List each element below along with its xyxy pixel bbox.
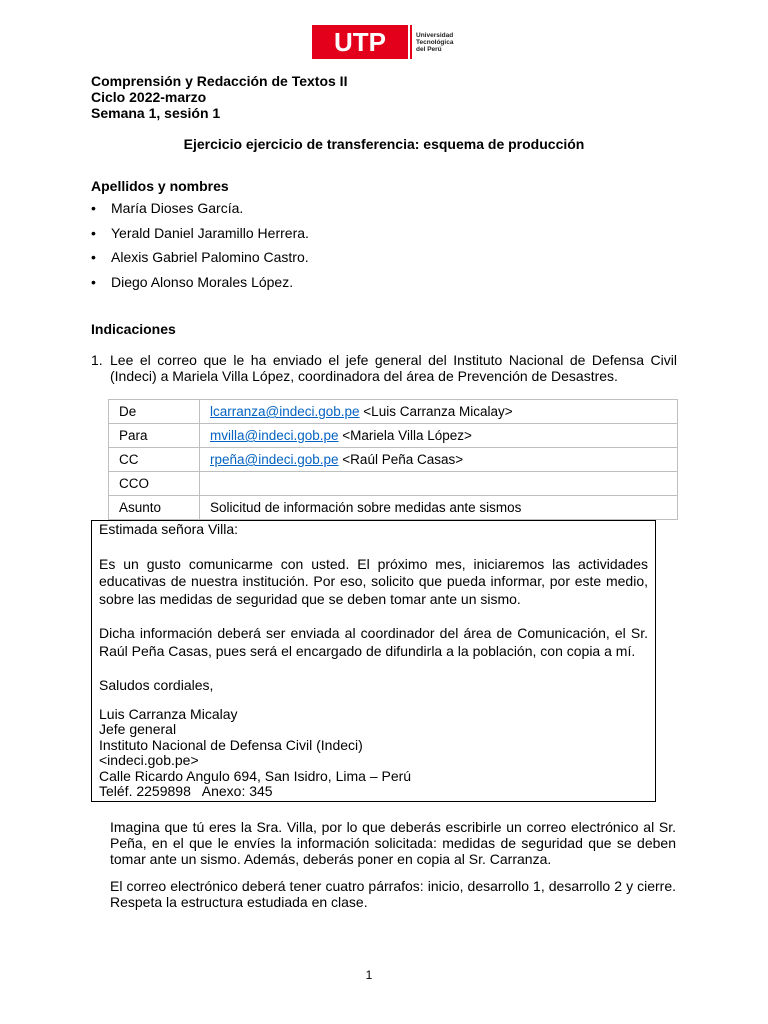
table-row bbox=[109, 496, 678, 520]
signature bbox=[99, 707, 648, 800]
cycle-label: Ciclo 2022-marzo bbox=[91, 89, 207, 105]
email-header-table bbox=[108, 399, 678, 520]
letter-paragraph-2: Dicha información deberá ser enviada al coordinador del área de Comunicación, el Sr. Raúl Peña Casas, pues será el encargado de difundirla a la población, con copia a mí. bbox=[99, 625, 648, 659]
indication-item bbox=[91, 352, 677, 384]
logo-name-line2: Tecnológica bbox=[416, 38, 454, 46]
cc-value bbox=[200, 448, 678, 472]
to-name: <Mariela Villa López> bbox=[338, 428, 472, 443]
student-name: María Dioses García. bbox=[111, 200, 244, 216]
list-item bbox=[91, 249, 309, 274]
week-label: Semana 1, sesión 1 bbox=[91, 105, 221, 121]
bcc-value bbox=[200, 472, 678, 496]
logo-initials: UTP bbox=[312, 25, 408, 59]
instruction-paragraph-2: El correo electrónico deberá tener cuatro párrafos: inicio, desarrollo 1, desarrollo 2 y cierre. Respeta la estructura estudiada en clase. bbox=[110, 878, 676, 910]
names-list bbox=[91, 200, 309, 298]
list-item bbox=[91, 274, 309, 299]
student-name: Alexis Gabriel Palomino Castro. bbox=[111, 249, 309, 265]
subject-value: Solicitud de información sobre medidas ante sismos bbox=[200, 496, 678, 520]
signature-name: Luis Carranza Micalay bbox=[99, 705, 238, 722]
student-name: Diego Alonso Morales López. bbox=[111, 273, 294, 290]
bullet-icon: • bbox=[91, 249, 96, 265]
bullet-icon: • bbox=[91, 273, 96, 290]
indication-text: Lee el correo que le ha enviado el jefe general del Instituto Nacional de Defensa Civil (Indeci) a Mariela Villa López, coordinadora del área de Prevención de Desastres. bbox=[110, 352, 677, 384]
logo-name-line1: Universidad bbox=[416, 31, 454, 39]
course-title: Comprensión y Redacción de Textos II bbox=[91, 73, 348, 89]
to-value bbox=[200, 424, 678, 448]
page-number: 1 bbox=[365, 968, 373, 982]
to-email-link[interactable]: mvilla@indeci.gob.pe bbox=[210, 428, 339, 443]
bullet-icon: • bbox=[91, 224, 96, 241]
table-row bbox=[109, 400, 678, 424]
logo-name bbox=[416, 32, 453, 53]
from-label: De bbox=[109, 400, 200, 424]
signature-org: Instituto Nacional de Defensa Civil (Indeci) bbox=[99, 736, 363, 753]
subject-label: Asunto bbox=[109, 496, 200, 520]
exercise-title: Ejercicio ejercicio de transferencia: esquema de producción bbox=[183, 136, 585, 152]
item-number: 1. bbox=[91, 352, 103, 368]
list-item bbox=[91, 200, 309, 225]
logo-name-line3: del Perú bbox=[416, 45, 442, 53]
cc-label: CC bbox=[109, 448, 200, 472]
letter-closing: Saludos cordiales, bbox=[99, 677, 214, 693]
signature-role: Jefe general bbox=[99, 721, 177, 737]
from-name: <Luis Carranza Micalay> bbox=[359, 404, 513, 419]
table-row bbox=[109, 448, 678, 472]
names-heading: Apellidos y nombres bbox=[91, 178, 229, 194]
cc-name: <Raúl Peña Casas> bbox=[338, 452, 464, 467]
letter-paragraph-1: Es un gusto comunicarme con usted. El próximo mes, iniciaremos las actividades educativas de nuestra institución. Por eso, solicito que pueda informar, por este medio, sobre las medidas de seguridad que se deben tomar ante un sismo. bbox=[99, 555, 648, 607]
email-body-box bbox=[91, 520, 656, 802]
cc-email-link[interactable]: rpeña@indeci.gob.pe bbox=[210, 452, 339, 467]
table-row bbox=[109, 424, 678, 448]
signature-phone: Teléf. 2259898 Anexo: 345 bbox=[99, 783, 273, 799]
logo-divider bbox=[410, 25, 412, 59]
student-name: Yerald Daniel Jaramillo Herrera. bbox=[111, 224, 309, 241]
from-email-link[interactable]: lcarranza@indeci.gob.pe bbox=[210, 404, 360, 419]
from-value bbox=[200, 400, 678, 424]
to-label: Para bbox=[109, 424, 200, 448]
letter-greeting: Estimada señora Villa: bbox=[99, 521, 239, 537]
instruction-paragraph-1: Imagina que tú eres la Sra. Villa, por lo que deberás escribirle un correo electrónico al Sr. Peña, en el que le envíes la información solicitada: medidas de seguridad que se deben tomar ante un sismo. Además, deberás poner en copia al Sr. Carranza. bbox=[110, 819, 676, 867]
list-item bbox=[91, 225, 309, 250]
table-row bbox=[109, 472, 678, 496]
signature-address: Calle Ricardo Angulo 694, San Isidro, Lima – Perú bbox=[99, 767, 412, 784]
indications-heading: Indicaciones bbox=[91, 321, 176, 337]
utp-logo bbox=[312, 25, 453, 59]
signature-web: <indeci.gob.pe> bbox=[99, 752, 199, 768]
bcc-label: CCO bbox=[109, 472, 200, 496]
bullet-icon: • bbox=[91, 200, 96, 216]
